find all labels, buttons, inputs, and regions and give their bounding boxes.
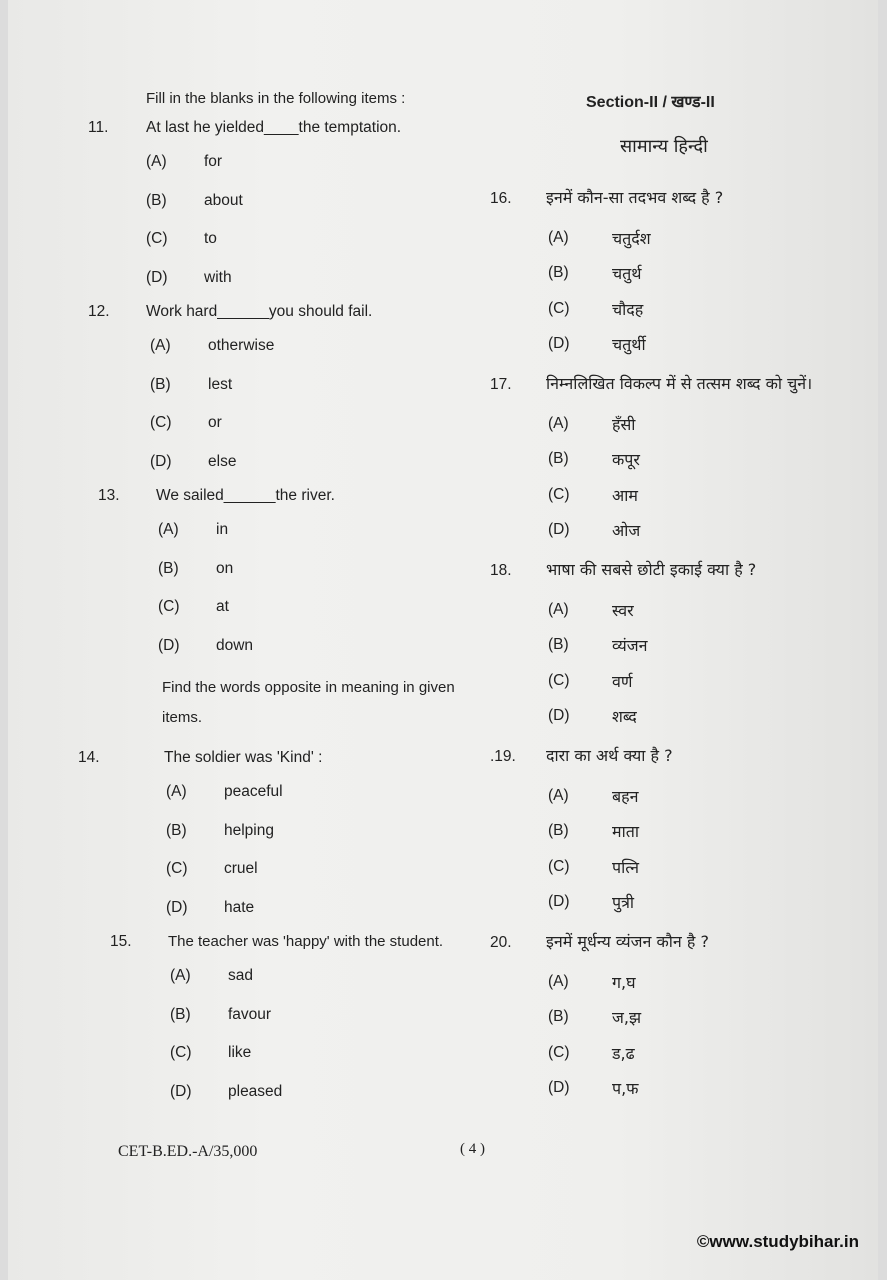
question-text: The teacher was 'happy' with the student. bbox=[168, 933, 444, 950]
option: (C) to bbox=[146, 230, 217, 248]
option: (C) at bbox=[158, 598, 229, 616]
option: (C) ड,ढ bbox=[548, 1043, 635, 1063]
question-number: 12. bbox=[88, 303, 110, 320]
option: (B) व्यंजन bbox=[548, 636, 648, 656]
question-19 bbox=[488, 740, 868, 920]
option: (D) पुत्री bbox=[548, 893, 635, 913]
option: (C) like bbox=[170, 1044, 252, 1062]
question-number: 20. bbox=[490, 934, 512, 951]
question-15 bbox=[78, 933, 478, 1111]
question-12 bbox=[78, 303, 478, 481]
question-number: 14. bbox=[78, 749, 100, 766]
instruction-fill-blanks: Fill in the blanks in the following items : bbox=[146, 90, 406, 107]
question-number: 18. bbox=[490, 562, 512, 579]
option: (C) cruel bbox=[166, 860, 258, 878]
question-text: निम्नलिखित विकल्प में से तत्सम शब्द को चुनें। bbox=[546, 374, 813, 393]
instruction-opposite-words: Find the words opposite in meaning in given items. bbox=[162, 679, 455, 726]
question-16 bbox=[488, 182, 868, 362]
option: (D) प,फ bbox=[548, 1079, 639, 1099]
option: (A) otherwise bbox=[150, 337, 275, 355]
option: (B) चतुर्थ bbox=[548, 264, 642, 284]
option: (D) pleased bbox=[170, 1082, 283, 1100]
question-number: .19. bbox=[490, 748, 516, 765]
question-number: 16. bbox=[490, 190, 512, 207]
question-number: 17. bbox=[490, 376, 512, 393]
watermark: ©www.studybihar.in bbox=[696, 1232, 859, 1251]
question-18 bbox=[488, 554, 868, 734]
option: (A) ग,घ bbox=[548, 972, 636, 992]
option: (D) शब्द bbox=[548, 707, 637, 727]
question-text: The soldier was 'Kind' : bbox=[164, 749, 323, 766]
question-text: Work hard______you should fail. bbox=[146, 303, 373, 320]
question-text: भाषा की सबसे छोटी इकाई क्या है ? bbox=[546, 560, 757, 579]
question-number: 13. bbox=[98, 487, 120, 504]
question-11 bbox=[78, 119, 478, 297]
question-number: 15. bbox=[110, 933, 132, 950]
option: (A) बहन bbox=[548, 786, 639, 806]
option: (A) peaceful bbox=[166, 783, 283, 801]
option: (A) for bbox=[146, 153, 223, 171]
option: (C) चौदह bbox=[548, 299, 644, 319]
exam-code: CET-B.ED.-A/35,000 bbox=[118, 1143, 258, 1160]
option: (B) on bbox=[158, 559, 234, 577]
option: (B) lest bbox=[150, 375, 233, 393]
question-13 bbox=[78, 487, 478, 665]
option: (C) or bbox=[150, 414, 222, 432]
question-text: इनमें मूर्धन्य व्यंजन कौन है ? bbox=[546, 932, 709, 951]
question-text: We sailed______the river. bbox=[156, 487, 335, 504]
option: (D) else bbox=[150, 452, 237, 470]
exam-page bbox=[8, 0, 878, 1280]
right-column bbox=[488, 90, 868, 1112]
option: (A) in bbox=[158, 521, 229, 539]
option: (C) आम bbox=[548, 485, 638, 505]
option: (C) पत्नि bbox=[548, 857, 640, 877]
option: (D) ओज bbox=[548, 521, 641, 541]
option: (D) चतुर्थी bbox=[548, 335, 646, 355]
left-column bbox=[78, 90, 478, 1117]
question-17 bbox=[488, 368, 868, 548]
question-text: इनमें कौन-सा तदभव शब्द है ? bbox=[546, 188, 724, 207]
option: (B) favour bbox=[170, 1005, 272, 1023]
option: (A) sad bbox=[170, 967, 253, 985]
question-text: दारा का अर्थ क्या है ? bbox=[546, 746, 673, 765]
option: (D) with bbox=[146, 268, 232, 286]
question-14 bbox=[78, 749, 478, 927]
option: (B) कपूर bbox=[548, 450, 640, 470]
question-20 bbox=[488, 926, 868, 1106]
section-heading: Section-II / खण्ड-II bbox=[586, 94, 715, 111]
option: (A) हँसी bbox=[548, 414, 636, 434]
option: (A) चतुर्दश bbox=[548, 228, 651, 248]
option: (D) hate bbox=[166, 898, 255, 916]
question-text: At last he yielded____the temptation. bbox=[146, 119, 402, 136]
question-number: 11. bbox=[88, 119, 109, 136]
page-number: ( 4 ) bbox=[460, 1141, 485, 1157]
option: (B) माता bbox=[548, 822, 639, 842]
option: (B) ज,झ bbox=[548, 1008, 642, 1028]
option: (D) down bbox=[158, 636, 254, 654]
option: (C) वर्ण bbox=[548, 671, 633, 691]
option: (B) about bbox=[146, 191, 243, 209]
option: (A) स्वर bbox=[548, 600, 634, 620]
option: (B) helping bbox=[166, 821, 274, 839]
subject-heading: सामान्य हिन्दी bbox=[620, 136, 708, 157]
